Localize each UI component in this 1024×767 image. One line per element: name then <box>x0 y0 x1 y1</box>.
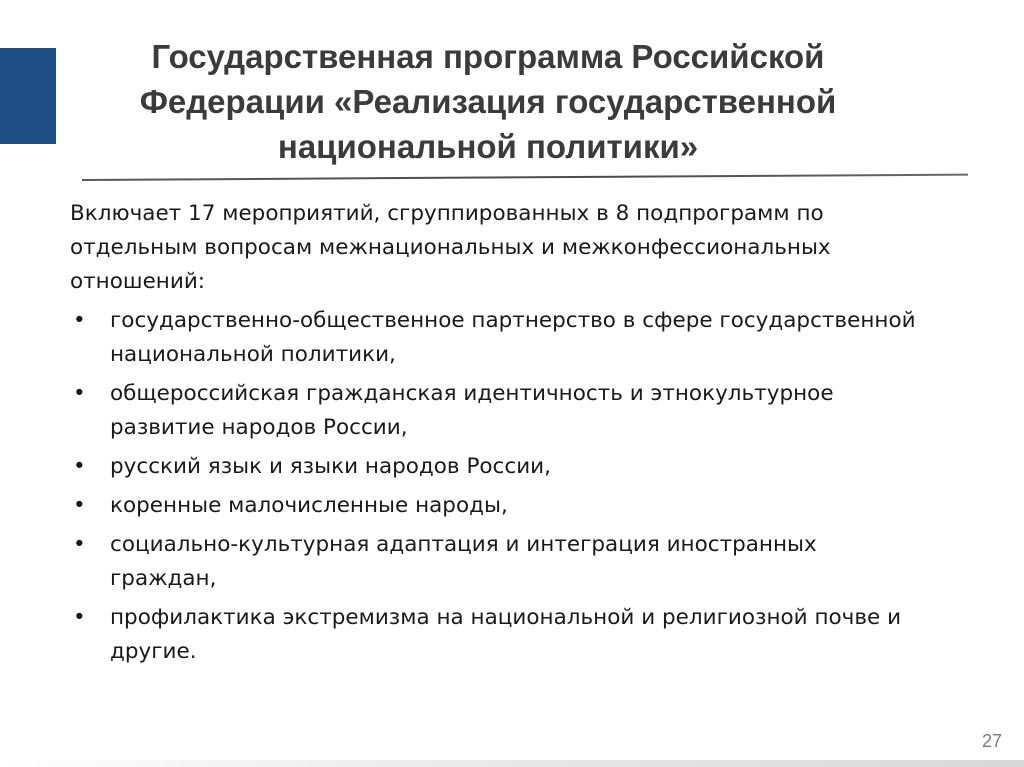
slide-title <box>58 34 918 169</box>
slide-title-line-2: Федерации «Реализация государственной <box>139 83 837 120</box>
slide-title-line-3: национальной политики» <box>277 128 699 165</box>
bullet-icon: • <box>73 308 86 333</box>
bullet-icon: • <box>73 532 86 557</box>
bullet-icon: • <box>73 605 86 630</box>
intro-paragraph: Включает 17 мероприятий, сгруппированных в 8 подпрограмм по отдельным вопросам межнациональных и межконфессиональных отношений: <box>70 201 831 294</box>
title-accent-bar <box>0 48 56 144</box>
list-item <box>70 450 970 484</box>
bullet-icon: • <box>73 454 86 479</box>
list-item <box>70 304 970 372</box>
list-item <box>70 489 970 523</box>
title-divider <box>82 174 968 181</box>
bullet-icon: • <box>73 381 86 406</box>
bullet-icon: • <box>73 493 86 518</box>
slide-title-line-1: Государственная программа Российской <box>151 38 825 75</box>
subprogram-list <box>70 304 970 669</box>
footer-divider <box>0 760 1024 767</box>
list-item-text: государственно-общественное партнерство в сфере государственной национальной политики, <box>110 308 916 367</box>
list-item-text: русский язык и языки народов России, <box>110 454 551 479</box>
list-item <box>70 528 970 596</box>
list-item <box>70 377 970 445</box>
page-number: 27 <box>981 731 1002 751</box>
list-item <box>70 601 970 669</box>
list-item-text: общероссийская гражданская идентичность и этнокультурное развитие народов России, <box>110 381 834 440</box>
slide-body <box>70 197 970 674</box>
list-item-text: профилактика экстремизма на национальной и религиозной почве и другие. <box>110 605 902 664</box>
list-item-text: коренные малочисленные народы, <box>110 493 508 518</box>
list-item-text: социально-культурная адаптация и интеграция иностранных граждан, <box>110 532 817 591</box>
